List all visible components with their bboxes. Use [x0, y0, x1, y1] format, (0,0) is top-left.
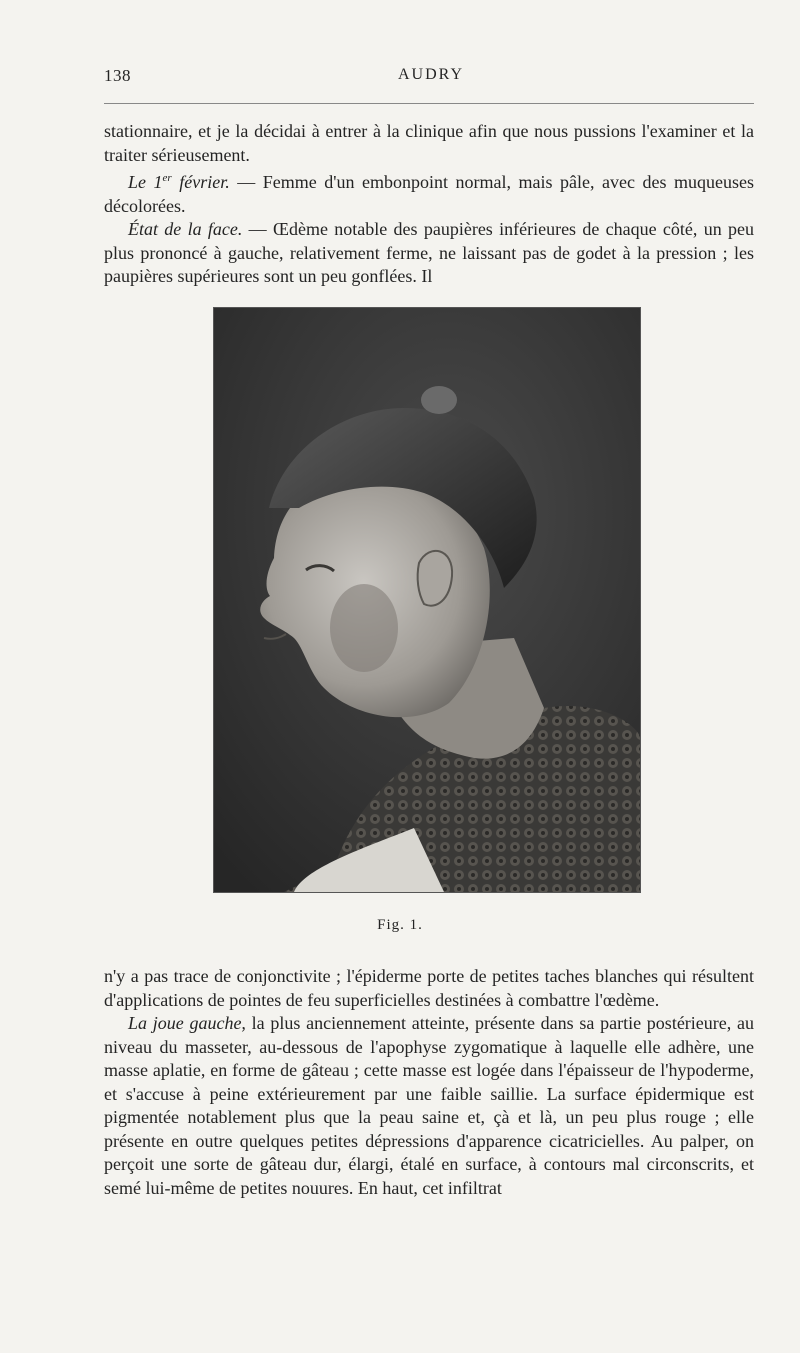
- swollen-cheek: [330, 584, 398, 672]
- date-lead: Le 1: [128, 172, 163, 192]
- date-entry-text: — Femme d'un embonpoint normal, mais pâle, avec des muqueuses décolorées.: [104, 172, 755, 216]
- paragraph-face-state: [104, 218, 754, 289]
- top-text-block: [104, 120, 754, 289]
- face-state-lead: État de la face.: [128, 219, 243, 239]
- date-superscript: er: [162, 172, 172, 184]
- page-number: 138: [104, 66, 131, 85]
- header-rule: [104, 103, 754, 104]
- left-cheek-text: la plus anciennement atteinte, présente dans sa partie postérieure, au niveau du masseter, au-dessous de l'apophyse zygomatique à laquelle elle adhère, une masse aplatie, en forme de gâteau ; cette masse est logée dans l'épaisseur de l'hypoderme, et s'accuse à peine extérieurement par une faible saillie. La surface épidermique est pigmentée notablement plus que la peau saine et, çà et là, un peu plus rouge ; elle présente en outre quelques petites dépressions d'apparence cicatricielles. Au palper, on perçoit une sorte de gâteau dur, élargi, étalé en surface, à contours mal circonscrits, et semé lui-même de petites nouures. En haut, cet infiltrat: [104, 1013, 754, 1198]
- portrait-photo-illustration: [214, 308, 640, 892]
- figure-photograph: [213, 307, 641, 893]
- figure-caption: Fig. 1.: [377, 917, 423, 933]
- hair-bun: [421, 386, 457, 414]
- page-header: [104, 66, 758, 94]
- left-cheek-lead: La joue gauche,: [128, 1013, 246, 1033]
- date-month: février.: [171, 172, 230, 192]
- paragraph-left-cheek: [104, 1012, 754, 1200]
- bottom-text-block: [104, 965, 754, 1200]
- paragraph-conjunctivitis: n'y a pas trace de conjonctivite ; l'épiderme porte de petites taches blanches qui résultent d'applications de pointes de feu superficielles destinées à combattre l'œdème.: [104, 966, 754, 1010]
- paragraph-date-entry: [104, 167, 754, 218]
- running-head: AUDRY: [397, 66, 464, 83]
- paragraph-continuation: stationnaire, et je la décidai à entrer à la clinique afin que nous pussions l'examiner et la traiter sérieusement.: [104, 121, 754, 165]
- face-state-text: — Œdème notable des paupières inférieures de chaque côté, un peu plus prononcé à gauche, relativement ferme, ne laissant pas de godet à la pression ; les paupières supérieures sont un peu gonflées. Il: [104, 219, 754, 286]
